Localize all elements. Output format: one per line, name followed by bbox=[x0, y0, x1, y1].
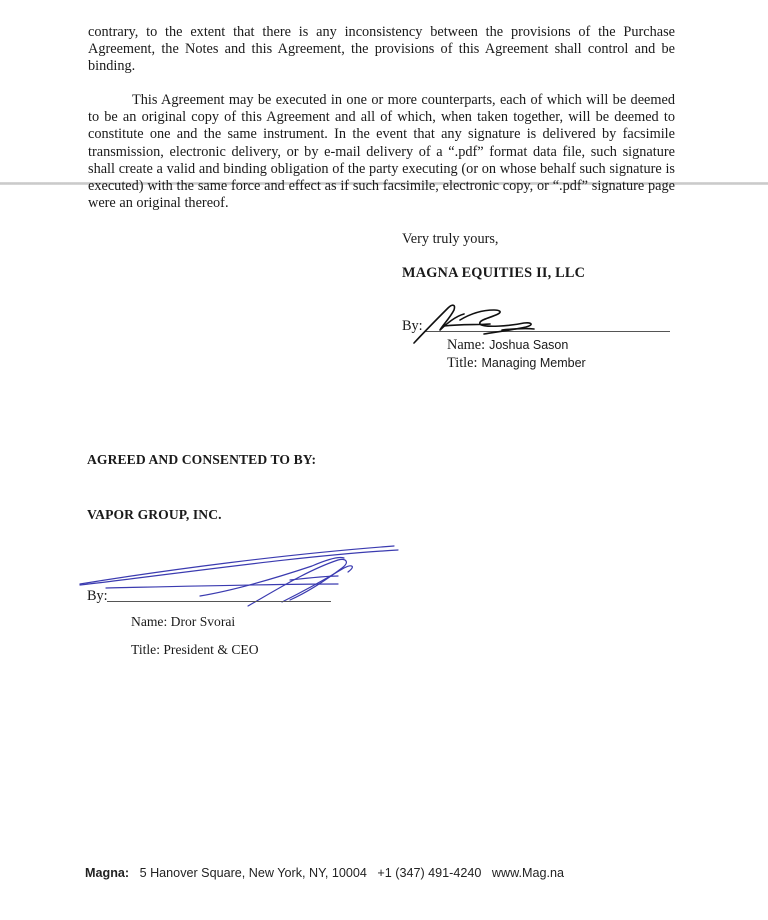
signer-name-row-magna bbox=[447, 336, 568, 354]
consent-heading: AGREED AND CONSENTED TO BY: bbox=[87, 452, 317, 467]
signer-title-row-vapor: Title: President & CEO bbox=[131, 642, 259, 657]
by-label-vapor: By: bbox=[87, 588, 108, 604]
closing-salutation: Very truly yours, bbox=[402, 231, 499, 247]
by-label-magna: By: bbox=[402, 318, 423, 334]
footer-brand: Magna: bbox=[85, 866, 130, 880]
signature-line-vapor bbox=[107, 601, 331, 602]
title-label: Title: bbox=[447, 355, 478, 371]
page-footer bbox=[85, 866, 564, 880]
signer-title-value: Managing Member bbox=[481, 356, 586, 370]
company-name-magna: MAGNA EQUITIES II, LLC bbox=[402, 265, 586, 281]
footer-website[interactable]: www.Mag.na bbox=[491, 866, 564, 880]
body-paragraph-2: This Agreement may be executed in one or more counterparts, each of which will be deemed to be an original copy of this Agreement and all of which, when taken together, will be deemed to constitute one and the same instrument. In the event that any signature is delivered by facsimile transmission, electronic delivery, or by e-mail delivery of a “.pdf” format data file, such signature shall create a valid and binding obligation of the party executing (or on whose behalf such signature is executed) with the same force and effect as if such facsimile, electronic copy, or “.pdf” signature page were an original thereof. bbox=[88, 92, 675, 212]
signer-name-row-vapor: Name: Dror Svorai bbox=[131, 614, 236, 629]
company-name-vapor: VAPOR GROUP, INC. bbox=[87, 507, 222, 522]
name-label: Name: bbox=[447, 337, 486, 353]
signer-name-value: Joshua Sason bbox=[489, 338, 569, 352]
body-paragraph-1: contrary, to the extent that there is any inconsistency between the provisions of the Purchase Agreement, the Notes and this Agreement, the provisions of this Agreement shall control and be binding. bbox=[88, 24, 675, 75]
signer-title-row-magna bbox=[447, 354, 586, 372]
footer-phone: +1 (347) 491-4240 bbox=[377, 866, 482, 880]
footer-address: 5 Hanover Square, New York, NY, 10004 bbox=[139, 866, 367, 880]
